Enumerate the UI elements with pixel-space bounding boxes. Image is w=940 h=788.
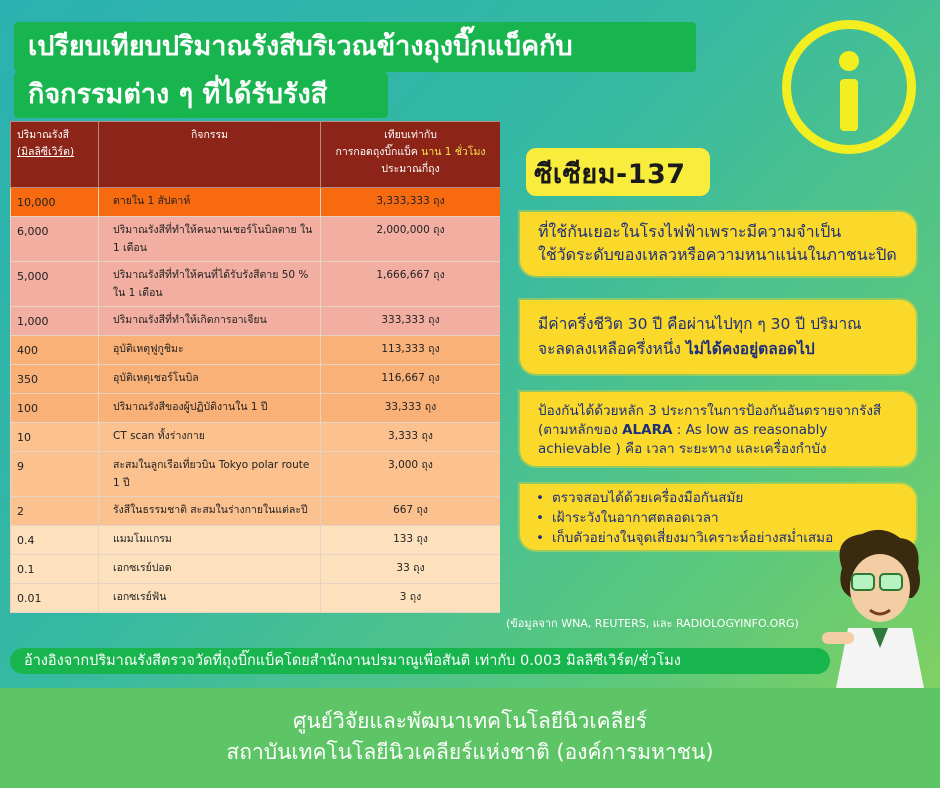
list-item: • ตรวจสอบได้ด้วยเครื่องมือกันสมัย (536, 488, 916, 508)
footer-line2: สถาบันเทคโนโลยีนิวเคลียร์แห่งชาติ (องค์การมหาชน) (226, 740, 714, 764)
dose-cell: 0.01 (11, 584, 99, 613)
activity-cell: CT scan ทั้งร่างกาย (99, 423, 321, 452)
bags-cell: 133 ถุง (321, 526, 501, 555)
activity-cell: ปริมาณรังสีที่ทำให้คนที่ได้รับรังสีตาย 50 % ใน 1 เดือน (99, 262, 321, 307)
dose-cell: 2 (11, 497, 99, 526)
scientist-illustration (822, 528, 932, 688)
bags-cell: 2,000,000 ถุง (321, 217, 501, 262)
bags-cell: 3 ถุง (321, 584, 501, 613)
source-note: (ข้อมูลจาก WNA, REUTERS, และ RADIOLOGYINFO.ORG) (506, 617, 799, 630)
reference-banner: อ้างอิงจากปริมาณรังสีตรวจวัดที่ถุงบิ๊กแบ็คโดยสำนักงานปรมาณูเพื่อสันติ เท่ากับ 0.003 มิลลิซีเวิร์ต/ชั่วโมง (10, 648, 830, 674)
table-row (11, 497, 501, 526)
note-usage-line2: ใช้วัดระดับของเหลวหรือความหนาแน่นในภาชนะปิด (538, 245, 897, 264)
table-row (11, 217, 501, 262)
note-usage (520, 212, 916, 276)
activity-cell: อุบัติเหตุเชอร์โนบิล (99, 365, 321, 394)
header-compare-line3: ประมาณกี่ถุง (381, 163, 440, 175)
note-half-life (520, 300, 916, 374)
note-half-life-line2a: จะลดลงเหลือครึ่งหนึ่ง (538, 340, 682, 358)
table-row (11, 394, 501, 423)
bags-cell: 1,666,667 ถุง (321, 262, 501, 307)
info-icon-dot (839, 51, 859, 71)
header-dose-unit: (มิลลิซีเวิร์ต) (17, 146, 75, 158)
activity-cell: เอกซเรย์ปอด (99, 555, 321, 584)
table-row (11, 423, 501, 452)
table-row (11, 336, 501, 365)
info-icon-bar (840, 79, 858, 131)
dose-cell: 350 (11, 365, 99, 394)
title-line-1: เปรียบเทียบปริมาณรังสีบริเวณข้างถุงบิ๊กแบ็คกับ (14, 22, 696, 72)
dose-cell: 1,000 (11, 307, 99, 336)
header-activity: กิจกรรม (99, 122, 321, 188)
dose-cell: 400 (11, 336, 99, 365)
isotope-label: ซีเซียม-137 (526, 148, 710, 196)
header-dose (11, 122, 99, 188)
table-row (11, 555, 501, 584)
header-compare-line1: เทียบเท่ากับ (384, 129, 437, 141)
header-compare (321, 122, 501, 188)
bags-cell: 333,333 ถุง (321, 307, 501, 336)
note-usage-line1: ที่ใช้กันเยอะในโรงไฟฟ้าเพราะมีความจำเป็น (538, 222, 842, 241)
activity-cell: ปริมาณรังสีที่ทำให้คนงานเชอร์โนบิลตาย ใน 1 เดือน (99, 217, 321, 262)
note-protection-line2c: : As low as reasonably (676, 422, 828, 438)
dose-cell: 6,000 (11, 217, 99, 262)
title-line-2: กิจกรรมต่าง ๆ ที่ได้รับรังสี (14, 72, 388, 118)
header-compare-line2a: การกอดถุงบิ๊กแบ็ค (335, 146, 418, 158)
note-protection-line3: achievable ) คือ เวลา ระยะทาง และเครื่องกำบัง (538, 441, 827, 457)
header-dose-label: ปริมาณรังสี (17, 129, 70, 141)
note-half-life-line1: มีค่าครึ่งชีวิต 30 ปี คือผ่านไปทุก ๆ 30 ปี ปริมาณ (538, 315, 862, 333)
table-row (11, 452, 501, 497)
dose-cell: 0.1 (11, 555, 99, 584)
table-header-row (11, 122, 501, 188)
table-row (11, 365, 501, 394)
header-compare-line2b: นาน 1 ชั่วโมง (421, 146, 486, 158)
info-icon (782, 20, 916, 154)
activity-cell: รังสีในธรรมชาติ สะสมในร่างกายในแต่ละปี (99, 497, 321, 526)
footer-line1: ศูนย์วิจัยและพัฒนาเทคโนโลยีนิวเคลียร์ (292, 709, 648, 733)
list-item: • เฝ้าระวังในอากาศตลอดเวลา (536, 508, 916, 528)
table-row (11, 584, 501, 613)
bags-cell: 3,333,333 ถุง (321, 188, 501, 217)
dose-cell: 0.4 (11, 526, 99, 555)
activity-cell: เอกซเรย์ฟัน (99, 584, 321, 613)
bags-cell: 33,333 ถุง (321, 394, 501, 423)
dose-cell: 100 (11, 394, 99, 423)
table-body (11, 188, 501, 613)
list-item: • เก็บตัวอย่างในจุดเสี่ยงมาวิเคราะห์อย่างสม่ำเสมอ (536, 528, 916, 548)
bags-cell: 33 ถุง (321, 555, 501, 584)
dose-comparison-table (10, 121, 500, 613)
dose-cell: 10 (11, 423, 99, 452)
note-half-life-line2b: ไม่ได้คงอยู่ตลอดไป (685, 340, 815, 358)
bags-cell: 113,333 ถุง (321, 336, 501, 365)
activity-cell: สะสมในลูกเรือเที่ยวบิน Tokyo polar route 1 ปี (99, 452, 321, 497)
activity-cell: ปริมาณรังสีของผู้ปฏิบัติงานใน 1 ปี (99, 394, 321, 423)
bags-cell: 3,000 ถุง (321, 452, 501, 497)
activity-cell: ตายใน 1 สัปดาห์ (99, 188, 321, 217)
dose-cell: 10,000 (11, 188, 99, 217)
bags-cell: 116,667 ถุง (321, 365, 501, 394)
bags-cell: 667 ถุง (321, 497, 501, 526)
table-row (11, 188, 501, 217)
table-row (11, 526, 501, 555)
dose-cell: 9 (11, 452, 99, 497)
activity-cell: แมมโมแกรม (99, 526, 321, 555)
dose-cell: 5,000 (11, 262, 99, 307)
note-protection-alara: ALARA (622, 422, 673, 438)
note-protection-line1: ป้องกันได้ด้วยหลัก 3 ประการในการป้องกันอันตรายจากรังสี (538, 403, 882, 419)
activity-cell: อุบัติเหตุฟูกูชิมะ (99, 336, 321, 365)
table-row (11, 307, 501, 336)
dose-table-container (10, 121, 500, 630)
footer (0, 688, 940, 788)
table-row (11, 262, 501, 307)
note-protection (520, 392, 916, 466)
activity-cell: ปริมาณรังสีที่ทำให้เกิดการอาเจียน (99, 307, 321, 336)
note-protection-line2a: (ตามหลักของ (538, 422, 618, 438)
bags-cell: 3,333 ถุง (321, 423, 501, 452)
